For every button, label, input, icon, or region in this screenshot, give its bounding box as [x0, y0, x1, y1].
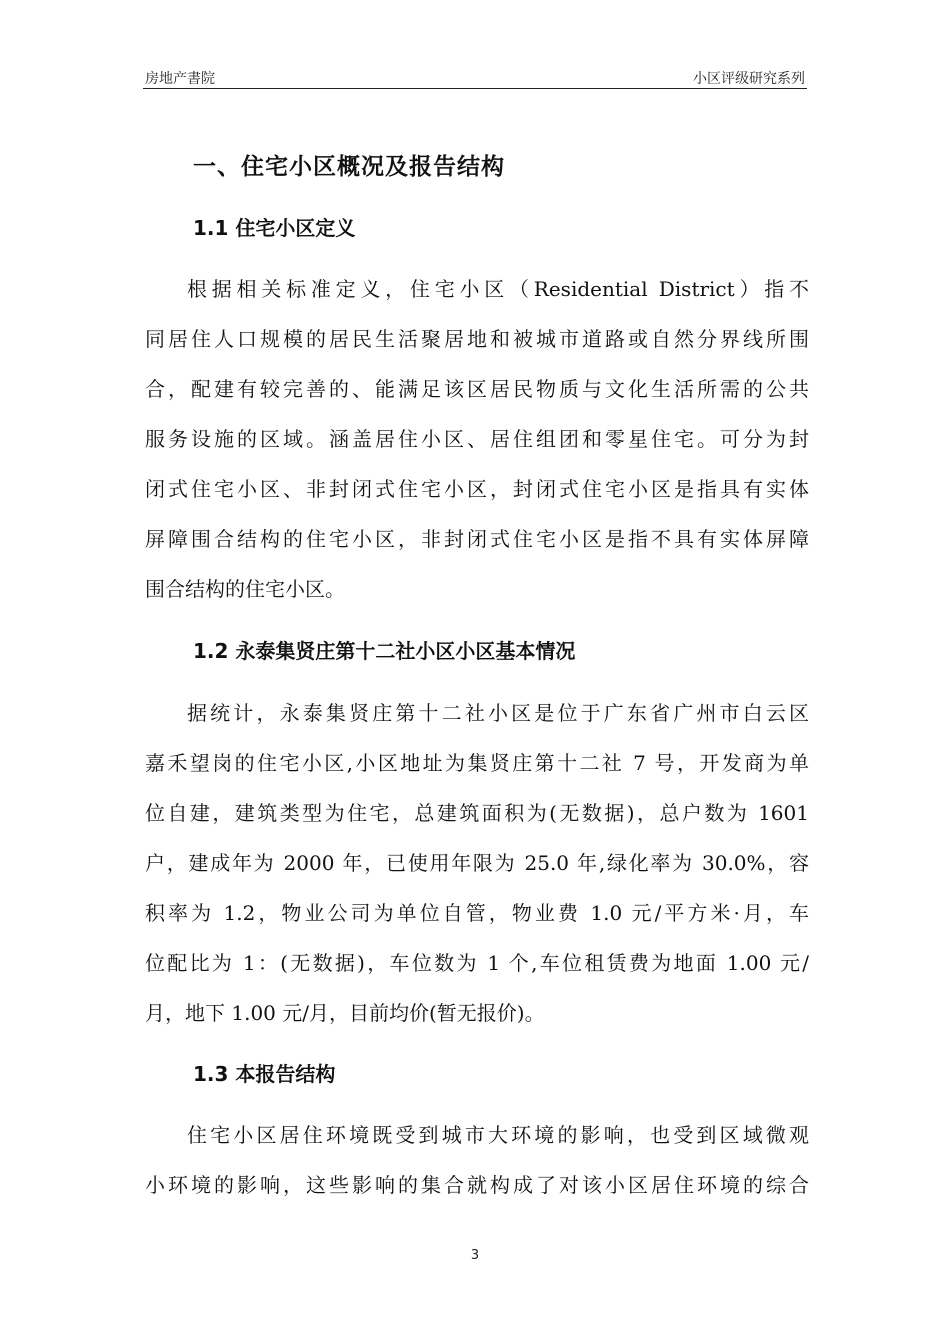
page-header [143, 66, 807, 89]
paragraph-line: 服务设施的区域。涵盖居住小区、居住组团和零星住宅。可分为封 [145, 427, 809, 451]
paragraph-line: 住宅小区居住环境既受到城市大环境的影响，也受到区域微观 [187, 1123, 809, 1147]
paragraph-line: 位配比为 1：(无数据)，车位数为 1 个,车位租赁费为地面 1.00 元/ [145, 951, 809, 975]
paragraph-line: 户，建成年为 2000 年，已使用年限为 25.0 年,绿化率为 30.0%，容 [145, 851, 809, 875]
section-heading-1-2: 1.2 永泰集贤庄第十二社小区小区基本情况 [193, 639, 576, 663]
paragraph-basic-info [145, 688, 809, 1038]
paragraph-line: 月，地下 1.00 元/月，目前均价(暂无报价)。 [145, 1001, 545, 1025]
chapter-heading: 一、住宅小区概况及报告结构 [193, 154, 505, 180]
paragraph-line: 积率为 1.2，物业公司为单位自管，物业费 1.0 元/平方米·月，车 [145, 901, 809, 925]
paragraph-line: 位自建，建筑类型为住宅，总建筑面积为(无数据)，总户数为 1601 [145, 801, 809, 825]
paragraph-line: 嘉禾望岗的住宅小区,小区地址为集贤庄第十二社 7 号，开发商为单 [145, 751, 809, 775]
paragraph-line: 围合结构的住宅小区。 [145, 577, 345, 601]
paragraph-line: 合，配建有较完善的、能满足该区居民物质与文化生活所需的公共 [145, 377, 809, 401]
paragraph-definition [145, 264, 809, 614]
paragraph-report-structure [145, 1110, 809, 1210]
paragraph-line: 闭式住宅小区、非封闭式住宅小区，封闭式住宅小区是指具有实体 [145, 477, 809, 501]
section-heading-1-3: 1.3 本报告结构 [193, 1062, 336, 1086]
paragraph-line: 据统计，永泰集贤庄第十二社小区是位于广东省广州市白云区 [187, 701, 809, 725]
paragraph-line: 根据相关标准定义，住宅小区（Residential District）指不 [187, 277, 809, 301]
page-number: 3 [470, 1248, 480, 1263]
header-publisher: 房地产書院 [145, 71, 215, 87]
paragraph-line: 屏障围合结构的住宅小区，非封闭式住宅小区是指不具有实体屏障 [145, 527, 809, 551]
section-heading-1-1: 1.1 住宅小区定义 [193, 216, 356, 240]
paragraph-line: 小环境的影响，这些影响的集合就构成了对该小区居住环境的综合 [145, 1173, 809, 1197]
header-series-title: 小区评级研究系列 [693, 71, 805, 87]
paragraph-line: 同居住人口规模的居民生活聚居地和被城市道路或自然分界线所围 [145, 327, 809, 351]
